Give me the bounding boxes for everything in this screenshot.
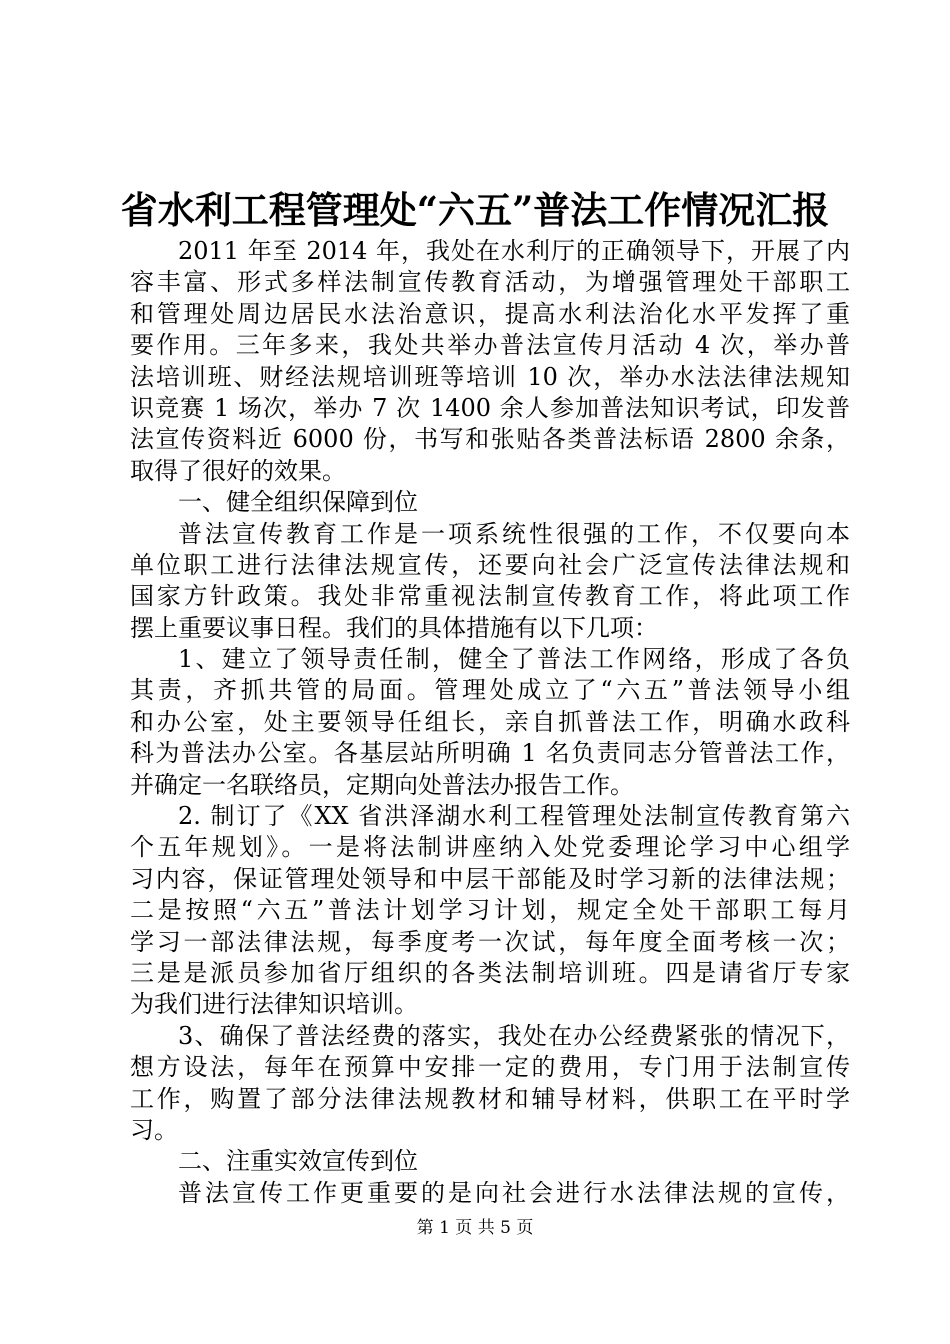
text-line: 其责，齐抓共管的局面。管理处成立了“六五”普法领导小组 — [130, 676, 850, 705]
text-line: 单位职工进行法律法规宣传，还要向社会广泛宣传法律法规和 — [130, 550, 850, 579]
document-body — [130, 236, 850, 1209]
text-line: 取得了很好的效果。 — [130, 456, 346, 485]
text-line: 三是是派员参加省厅组织的各类法制培训班。四是请省厅专家 — [130, 958, 850, 987]
page-footer: 第 1 页 共 5 页 — [416, 1218, 534, 1238]
text-line: 法培训班、财经法规培训班等培训 10 次，举办水法法律法规知 — [130, 362, 850, 391]
text-line: 2. 制订了《XX 省洪泽湖水利工程管理处法制宣传教育第六 — [178, 802, 850, 831]
text-line: 容丰富、形式多样法制宣传教育活动，为增强管理处干部职工 — [130, 268, 850, 297]
text-line: 摆上重要议事日程。我们的具体措施有以下几项： — [130, 613, 658, 642]
text-line: 习。 — [130, 1115, 178, 1144]
text-line: 和办公室，处主要领导任组长，亲自抓普法工作，明确水政科 — [130, 707, 850, 736]
text-line: 一、健全组织保障到位 — [178, 488, 418, 517]
text-line: 1、建立了领导责任制，健全了普法工作网络，形成了各负 — [178, 645, 850, 674]
text-line: 3、确保了普法经费的落实，我处在办公经费紧张的情况下， — [178, 1021, 850, 1050]
text-line: 普法宣传教育工作是一项系统性很强的工作，不仅要向本 — [178, 519, 850, 548]
text-line: 工作，购置了部分法律法规教材和辅导材料，供职工在平时学 — [130, 1084, 850, 1113]
text-line: 2011 年至 2014 年，我处在水利厅的正确领导下，开展了内 — [178, 237, 850, 265]
text-line: 并确定一名联络员，定期向处普法办报告工作。 — [130, 770, 634, 799]
text-line: 学习一部法律法规，每季度考一次试，每年度全面考核一次； — [130, 927, 850, 956]
text-line: 和管理处周边居民水法治意识，提高水利法治化水平发挥了重 — [130, 299, 850, 328]
text-line: 为我们进行法律知识培训。 — [130, 990, 418, 1019]
text-line: 科为普法办公室。各基层站所明确 1 名负责同志分管普法工作， — [130, 739, 850, 768]
text-line: 习内容，保证管理处领导和中层干部能及时学习新的法律法规； — [130, 864, 850, 893]
text-line: 想方设法，每年在预算中安排一定的费用，专门用于法制宣传 — [130, 1053, 850, 1082]
text-line: 二、注重实效宣传到位 — [178, 1147, 418, 1176]
document-title: 省水利工程管理处“六五”普法工作情况汇报 — [120, 188, 830, 232]
text-line: 国家方针政策。我处非常重视法制宣传教育工作，将此项工作 — [130, 582, 850, 611]
text-line: 识竞赛 1 场次，举办 7 次 1400 余人参加普法知识考试，印发普 — [130, 393, 850, 422]
text-line: 要作用。三年多来，我处共举办普法宣传月活动 4 次，举办普 — [130, 331, 850, 360]
text-line: 普法宣传工作更重要的是向社会进行水法律法规的宣传， — [178, 1178, 850, 1207]
text-line: 法宣传资料近 6000 份，书写和张贴各类普法标语 2800 余条， — [130, 425, 850, 454]
text-line: 个五年规划》。一是将法制讲座纳入处党委理论学习中心组学 — [130, 833, 850, 862]
text-line: 二是按照“六五”普法计划学习计划，规定全处干部职工每月 — [130, 896, 850, 925]
